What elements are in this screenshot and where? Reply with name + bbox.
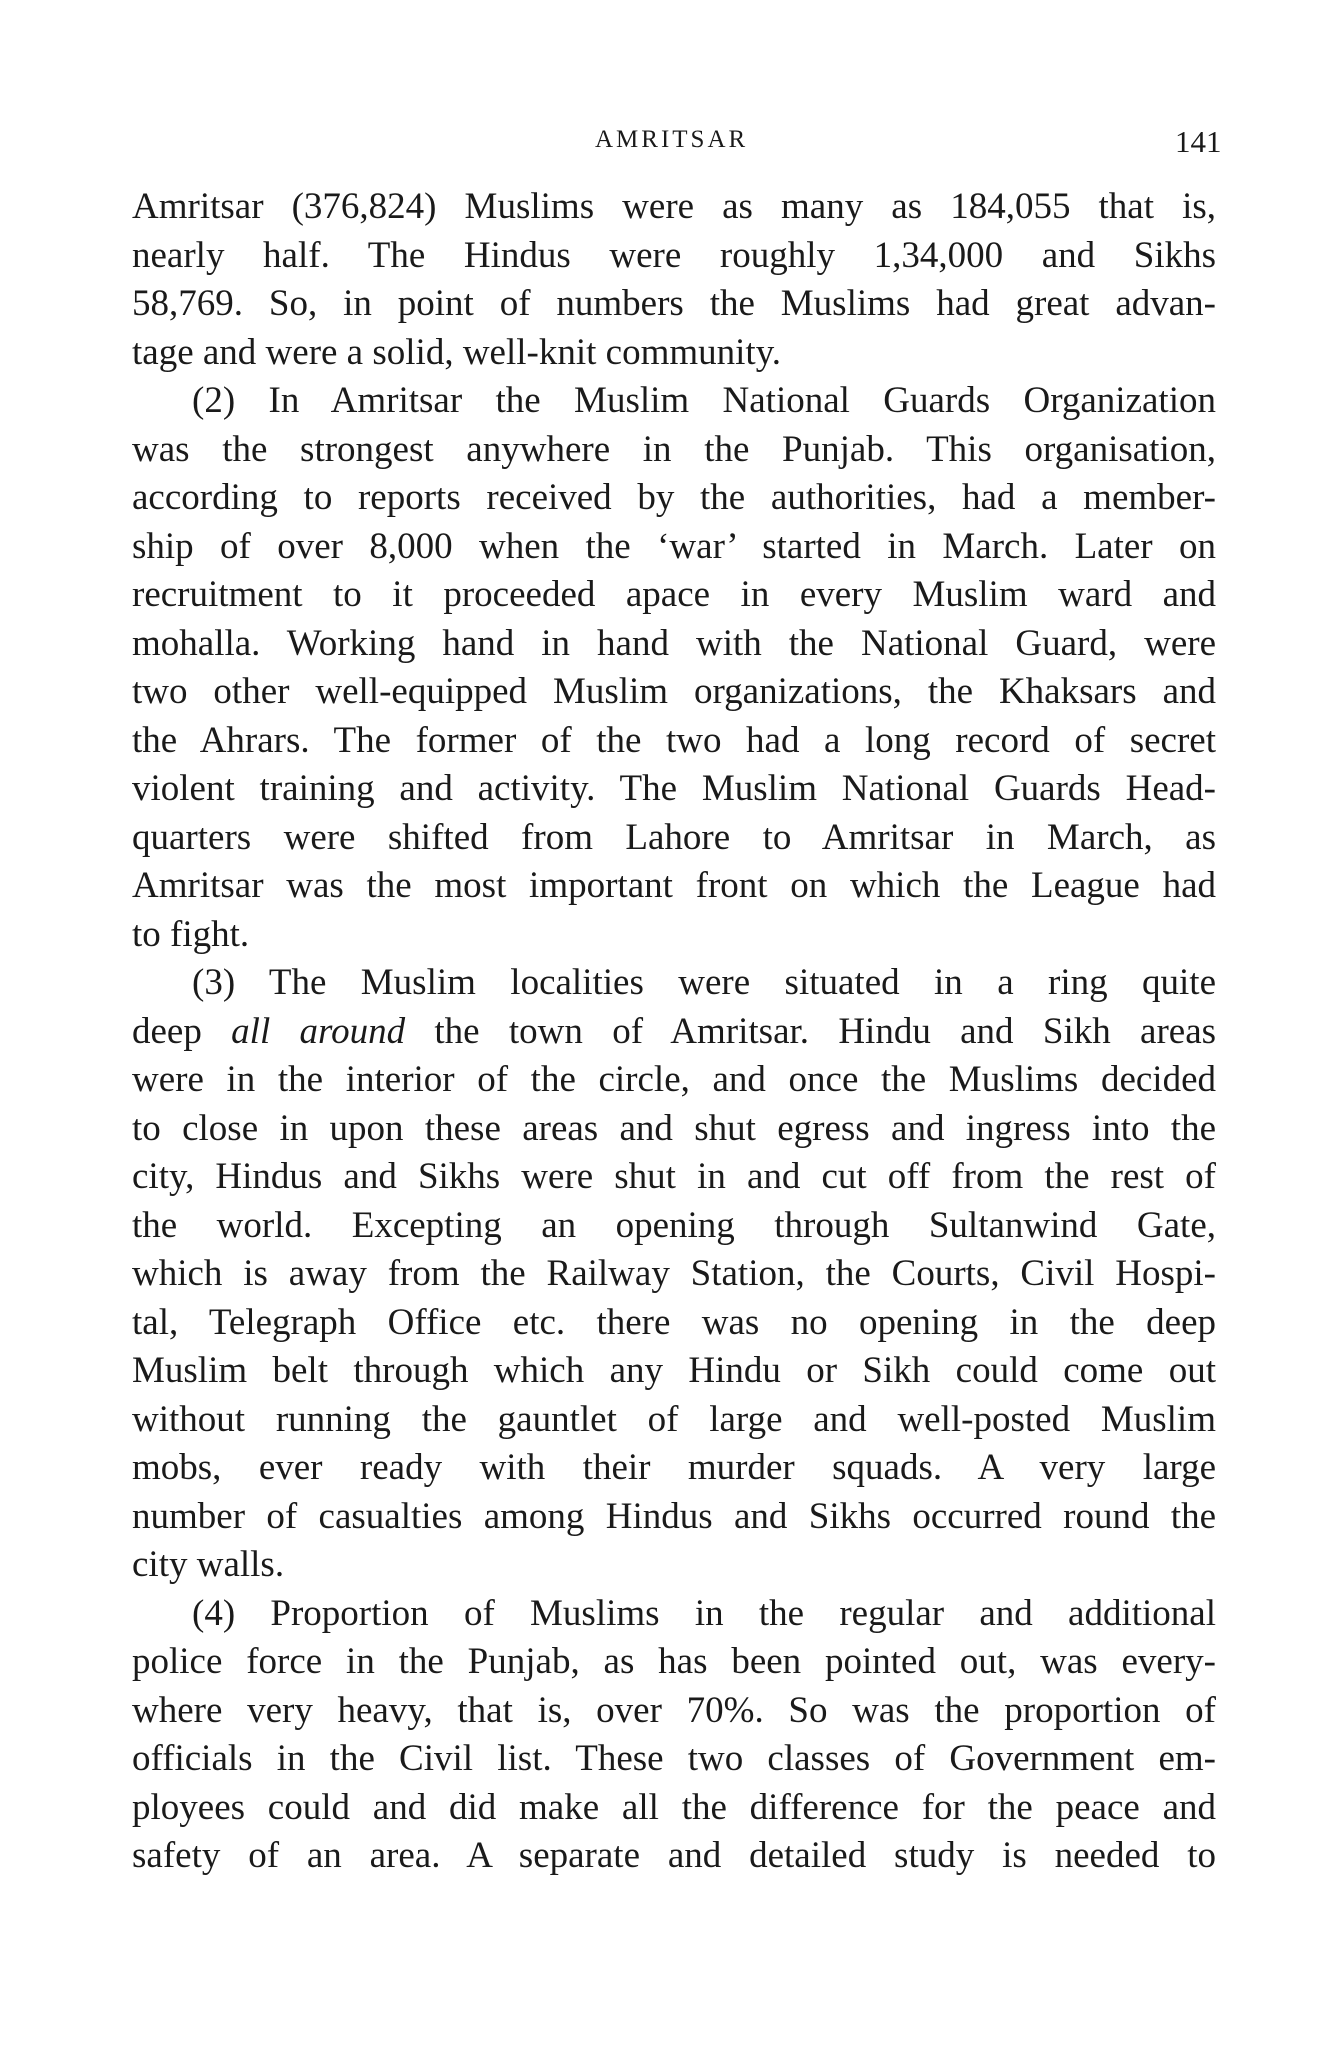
paragraph-4-start: (4) Proportion of Muslims in the regular and additional bbox=[192, 1592, 1216, 1634]
text-line: were in the interior of the circle, and once the Muslims decided bbox=[132, 1059, 1216, 1100]
text-line: officials in the Civil list. These two classes of Government em- bbox=[132, 1738, 1216, 1779]
text-line: quarters were shifted from Lahore to Amritsar in March, as bbox=[132, 816, 1216, 858]
paragraph-2-start: (2) In Amritsar the Muslim National Guards Organization bbox=[192, 380, 1216, 421]
text-line: safety of an area. A separate and detailed study is needed to bbox=[132, 1835, 1216, 1876]
running-head: AMRITSAR bbox=[595, 126, 749, 153]
text-line: recruitment to it proceeded apace in every Muslim ward and bbox=[132, 574, 1216, 615]
text-line: the world. Excepting an opening through Sultanwind Gate, bbox=[132, 1204, 1216, 1246]
text-line: ship of over 8,000 when the ‘war’ started in March. Later on bbox=[132, 525, 1216, 567]
body-text bbox=[132, 183, 1216, 1881]
text-line: according to reports received by the authorities, had a member- bbox=[132, 477, 1216, 518]
text-line: to close in upon these areas and shut egress and ingress into the bbox=[132, 1107, 1216, 1149]
text-line: Muslim belt through which any Hindu or Sikh could come out bbox=[132, 1350, 1216, 1391]
text-line: was the strongest anywhere in the Punjab. This organisation, bbox=[132, 428, 1216, 470]
text-line: Amritsar was the most important front on which the League had bbox=[132, 865, 1216, 906]
text-line: tage and were a solid, well-knit community. bbox=[132, 331, 782, 373]
text-line: number of casualties among Hindus and Sikhs occurred round the bbox=[132, 1495, 1216, 1537]
text-line: to fight. bbox=[132, 913, 250, 955]
text-line: violent training and activity. The Muslim National Guards Head- bbox=[132, 768, 1216, 809]
text-segment: the town of Amritsar. Hindu and Sikh areas bbox=[434, 1010, 1216, 1052]
page-number: 141 bbox=[1175, 124, 1222, 159]
text-line: city walls. bbox=[132, 1544, 285, 1585]
text-line: city, Hindus and Sikhs were shut in and cut off from the rest of bbox=[132, 1156, 1216, 1197]
text-line: ployees could and did make all the difference for the peace and bbox=[132, 1786, 1216, 1828]
text-line-mixed bbox=[132, 1008, 1216, 1057]
text-line: Amritsar (376,824) Muslims were as many as 184,055 that is, bbox=[132, 186, 1216, 227]
text-line: without running the gauntlet of large and well-posted Muslim bbox=[132, 1398, 1216, 1440]
text-line: the Ahrars. The former of the two had a long record of secret bbox=[132, 719, 1216, 761]
text-line: which is away from the Railway Station, the Courts, Civil Hospi- bbox=[132, 1253, 1216, 1294]
text-segment: deep bbox=[132, 1010, 202, 1052]
italic-phrase: all around bbox=[231, 1010, 406, 1052]
text-line: nearly half. The Hindus were roughly 1,34,000 and Sikhs bbox=[132, 234, 1216, 276]
text-line: police force in the Punjab, as has been pointed out, was every- bbox=[132, 1641, 1216, 1682]
paragraph-3-start: (3) The Muslim localities were situated in a ring quite bbox=[192, 962, 1216, 1003]
text-line: mohalla. Working hand in hand with the National Guard, were bbox=[132, 622, 1216, 664]
text-line: tal, Telegraph Office etc. there was no opening in the deep bbox=[132, 1301, 1216, 1343]
text-line: mobs, ever ready with their murder squads. A very large bbox=[132, 1447, 1216, 1488]
text-line: 58,769. So, in point of numbers the Muslims had great advan- bbox=[132, 283, 1216, 324]
text-line: two other well-equipped Muslim organizations, the Khaksars and bbox=[132, 671, 1216, 712]
text-line: where very heavy, that is, over 70%. So was the proportion of bbox=[132, 1689, 1216, 1731]
